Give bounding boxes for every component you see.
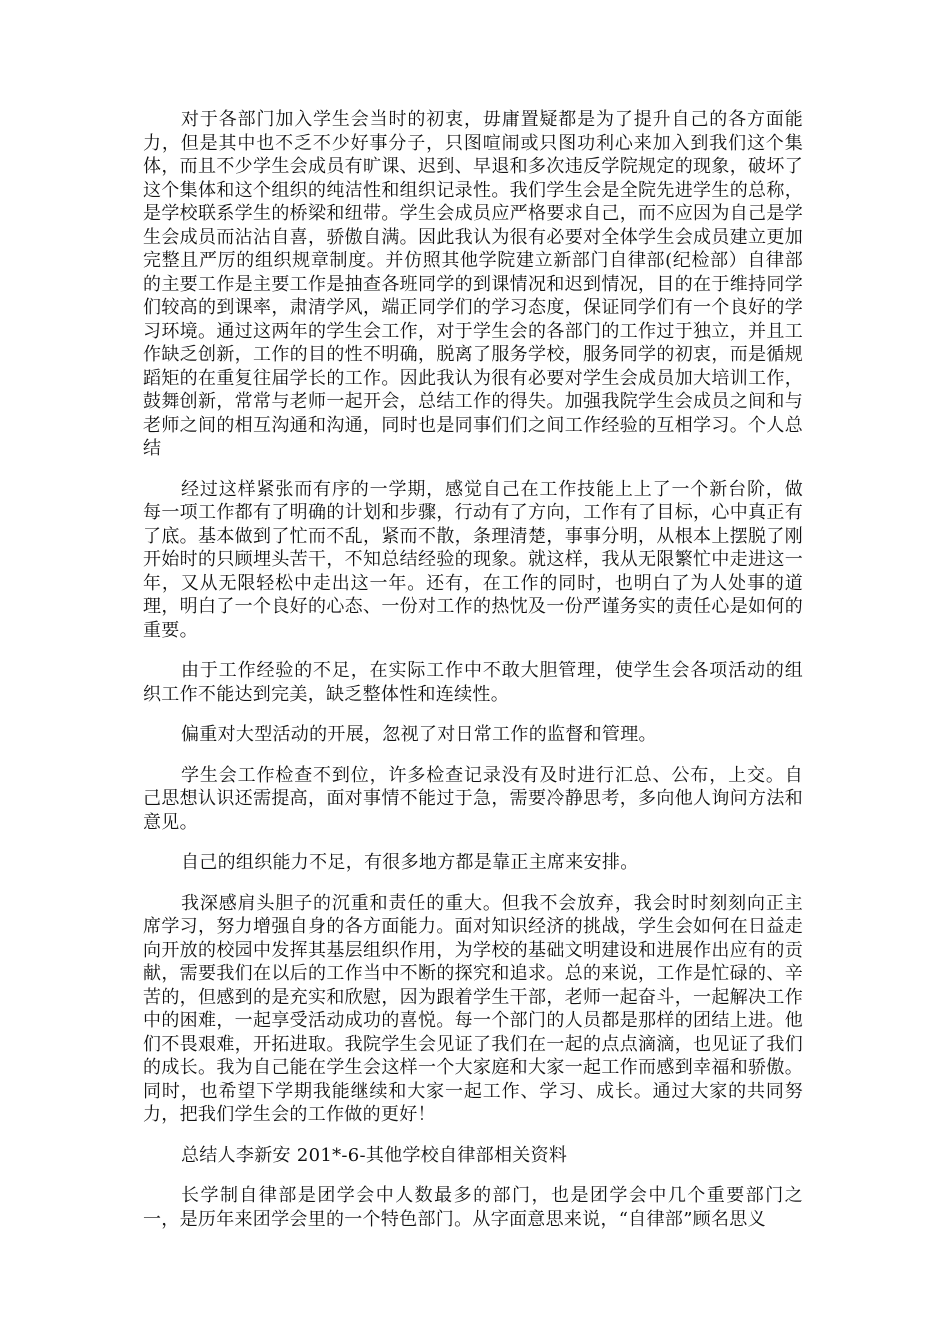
paragraph-semester-summary: 经过这样紧张而有序的一学期，感觉自己在工作技能上上了一个新台阶，做每一项工作都有了明确的计划和步骤，行动有了方向，工作有了目标，心中真正有了底。基本做到了忙而不乱，紧而不散，条理清楚，事事分明，从根本上摆脱了刚开始时的只顾埋头苦干，不知总结经验的现象。就这样，我从无限繁忙中走进这一年，又从无限轻松中走出这一年。还有，在工作的同时，也明白了为人处事的道理，明白了一个良好的心态、一份对工作的热忱及一份严谨务实的责任心是如何的重要。 (143, 478, 803, 641)
paragraph-inspection-issues: 学生会工作检查不到位，许多检查记录没有及时进行汇总、公布，上交。自己思想认识还需提高，面对事情不能过于急，需要冷静思考，多向他人询问方法和意见。 (143, 764, 803, 833)
paragraph-experience-lack: 由于工作经验的不足，在实际工作中不敢大胆管理，使学生会各项活动的组织工作不能达到完美，缺乏整体性和连续性。 (143, 660, 803, 705)
paragraph-large-activities: 偏重对大型活动的开展，忽视了对日常工作的监督和管理。 (181, 724, 657, 745)
document-body (143, 108, 803, 1248)
paragraph-department-motivation: 对于各部门加入学生会当时的初衷，毋庸置疑都是为了提升自己的各方面能力，但是其中也不乏不少好事分子，只图喧闹或只图功利心来加入到我们这个集体，而且不少学生会成员有旷课、迟到、早退和多次违反学院规定的现象，破坏了这个集体和这个组织的纯洁性和组织记录性。我们学生会是全院先进学生的总称，是学校联系学生的桥梁和纽带。学生会成员应严格要求自己，而不应因为自己是学生会成员而沾沾自喜，骄傲自满。因此我认为很有必要对全体学生会成员建立更加完整且严厉的组织规章制度。并仿照其他学院建立新部门自律部(纪检部）自律部的主要工作是主要工作是抽查各班同学的到课情况和迟到情况，目的在于维持同学们较高的到课率，肃清学风，端正同学们的学习态度，保证同学们有一个良好的学习环境。通过这两年的学生会工作，对于学生会的各部门的工作过于独立，并且工作缺乏创新，工作的目的性不明确，脱离了服务学校，服务同学的初衷，而是循规蹈矩的在重复往届学长的工作。因此我认为很有必要对学生会成员加大培训工作，鼓舞创新，常常与老师一起开会，总结工作的得失。加强我院学生会成员之间和与老师之间的相互沟通和沟通，同时也是同事们们之间工作经验的互相学习。个人总结 (143, 109, 803, 459)
paragraph-organization-ability: 自己的组织能力不足，有很多地方都是靠正主席来安排。 (181, 852, 639, 873)
paragraph-signature-line: 总结人李新安 201*-6-其他学校自律部相关资料 (181, 1144, 568, 1166)
paragraph-responsibility: 我深感肩头胆子的沉重和责任的重大。但我不会放弃，我会时时刻刻向正主席学习，努力增强自身的各方面能力。面对知识经济的挑战，学生会如何在日益走向开放的校园中发挥其基层组织作用，为学校的基础文明建设和进展作出应有的贡献，需要我们在以后的工作当中不断的探究和追求。总的来说，工作是忙碌的、辛苦的，但感到的是充实和欣慰，因为跟着学生干部，老师一起奋斗，一起解决工作中的困难，一起享受活动成功的喜悦。每一个部门的人员都是那样的团结上进。他们不畏艰难，开拓进取。我院学生会见证了我们在一起的点点滴滴，也见证了我们的成长。我为自己能在学生会这样一个大家庭和大家一起工作而感到幸福和骄傲。同时，也希望下学期我能继续和大家一起工作、学习、成长。通过大家的共同努力，把我们学生会的工作做的更好！ (143, 892, 803, 1125)
paragraph-discipline-department: 长学制自律部是团学会中人数最多的部门，也是团学会中几个重要部门之一，是历年来团学会里的一个特色部门。从字面意思来说，“自律部”顾名思义 (143, 1185, 803, 1230)
